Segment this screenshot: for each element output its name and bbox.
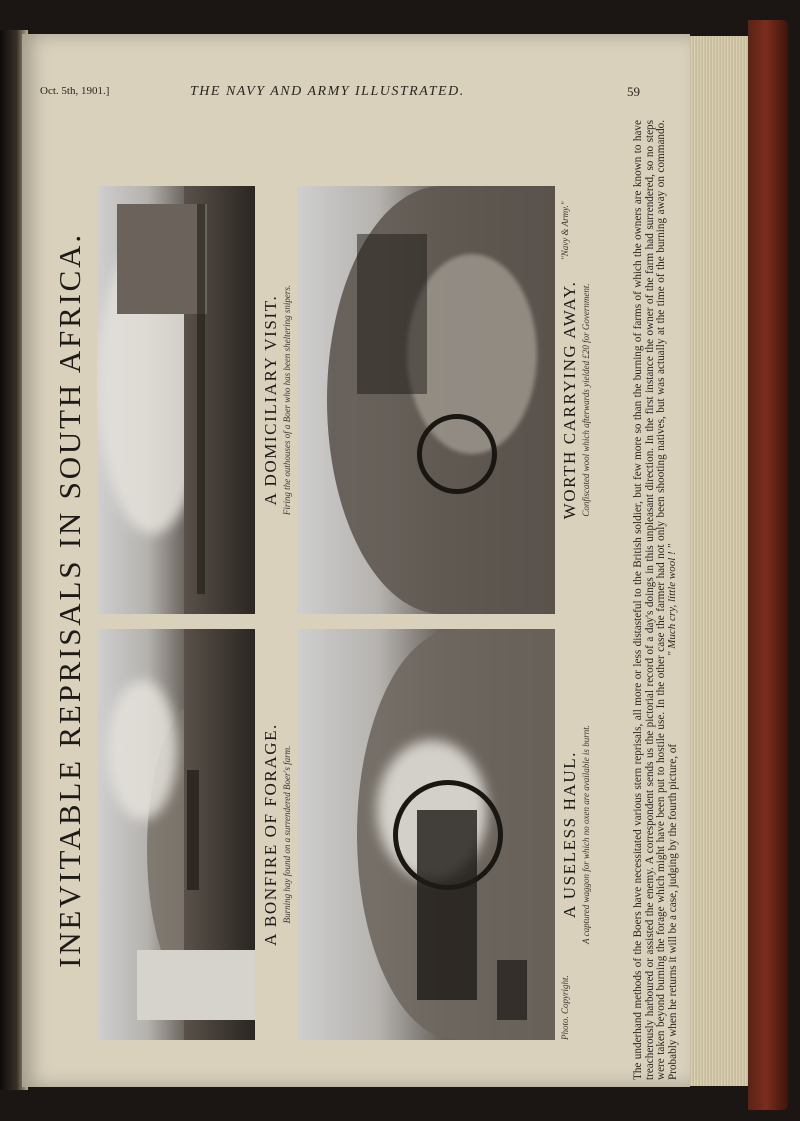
issue-date: Oct. 5th, 1901.] bbox=[40, 85, 110, 97]
photo-domiciliary-visit bbox=[97, 186, 255, 614]
page-headline: INEVITABLE REPRISALS IN SOUTH AFRICA. bbox=[52, 232, 87, 968]
caption-title-worth-carrying: WORTH CARRYING AWAY. bbox=[560, 280, 579, 520]
page-edges bbox=[688, 36, 752, 1086]
caption-subtitle-worth-carrying: Confiscated wool which afterwards yielded £20 for Government. bbox=[581, 283, 591, 517]
rotated-content bbox=[50, 120, 680, 1080]
caption-title-domiciliary: A DOMICILIARY VISIT. bbox=[261, 294, 280, 506]
photo-useless-haul bbox=[297, 629, 555, 1040]
book-cover-right bbox=[748, 20, 788, 1110]
photo-worth-carrying-away bbox=[297, 186, 555, 614]
photo-bonfire-of-forage bbox=[97, 629, 255, 1040]
magazine-title: THE NAVY AND ARMY ILLUSTRATED. bbox=[190, 84, 465, 99]
caption-title-useless-haul: A USELESS HAUL. bbox=[560, 750, 579, 919]
running-head bbox=[40, 84, 640, 102]
caption-subtitle-useless-haul: A captured waggon for which no oxen are available is burnt. bbox=[581, 725, 591, 944]
caption-subtitle-bonfire: Burning hay found on a surrendered Boer's farm. bbox=[282, 745, 292, 924]
caption-subtitle-domiciliary: Firing the outhouses of a Boer who has been sheltering snipers. bbox=[282, 284, 292, 516]
source-credit: "Navy & Army." bbox=[560, 201, 570, 260]
photo-credit: Photo. Copyright. bbox=[560, 975, 570, 1040]
closing-quote: " Much cry, little wool ! " bbox=[666, 543, 678, 657]
caption-title-bonfire: A BONFIRE OF FORAGE. bbox=[261, 723, 280, 946]
article-body: The underhand methods of the Boers have necessitated various stern reprisals, all more or less distasteful to the British soldier, but few more so than the burning of farms of which the owners are known to have treacherously harboured or assisted the enemy. A correspondent sends us the pictorial record of a day's doings in this unpleasant direction. In the first instance the owner of the farm had surrendered, so no steps were taken beyond burning the forage which might have been put to hostile use. In the other case the farmer had not only been shooting natives, but was actually at the time of the burning away on commando. Probably when he returns it will be a case, judging by the fourth picture, of bbox=[632, 120, 679, 1080]
page-number: 59 bbox=[627, 84, 640, 99]
